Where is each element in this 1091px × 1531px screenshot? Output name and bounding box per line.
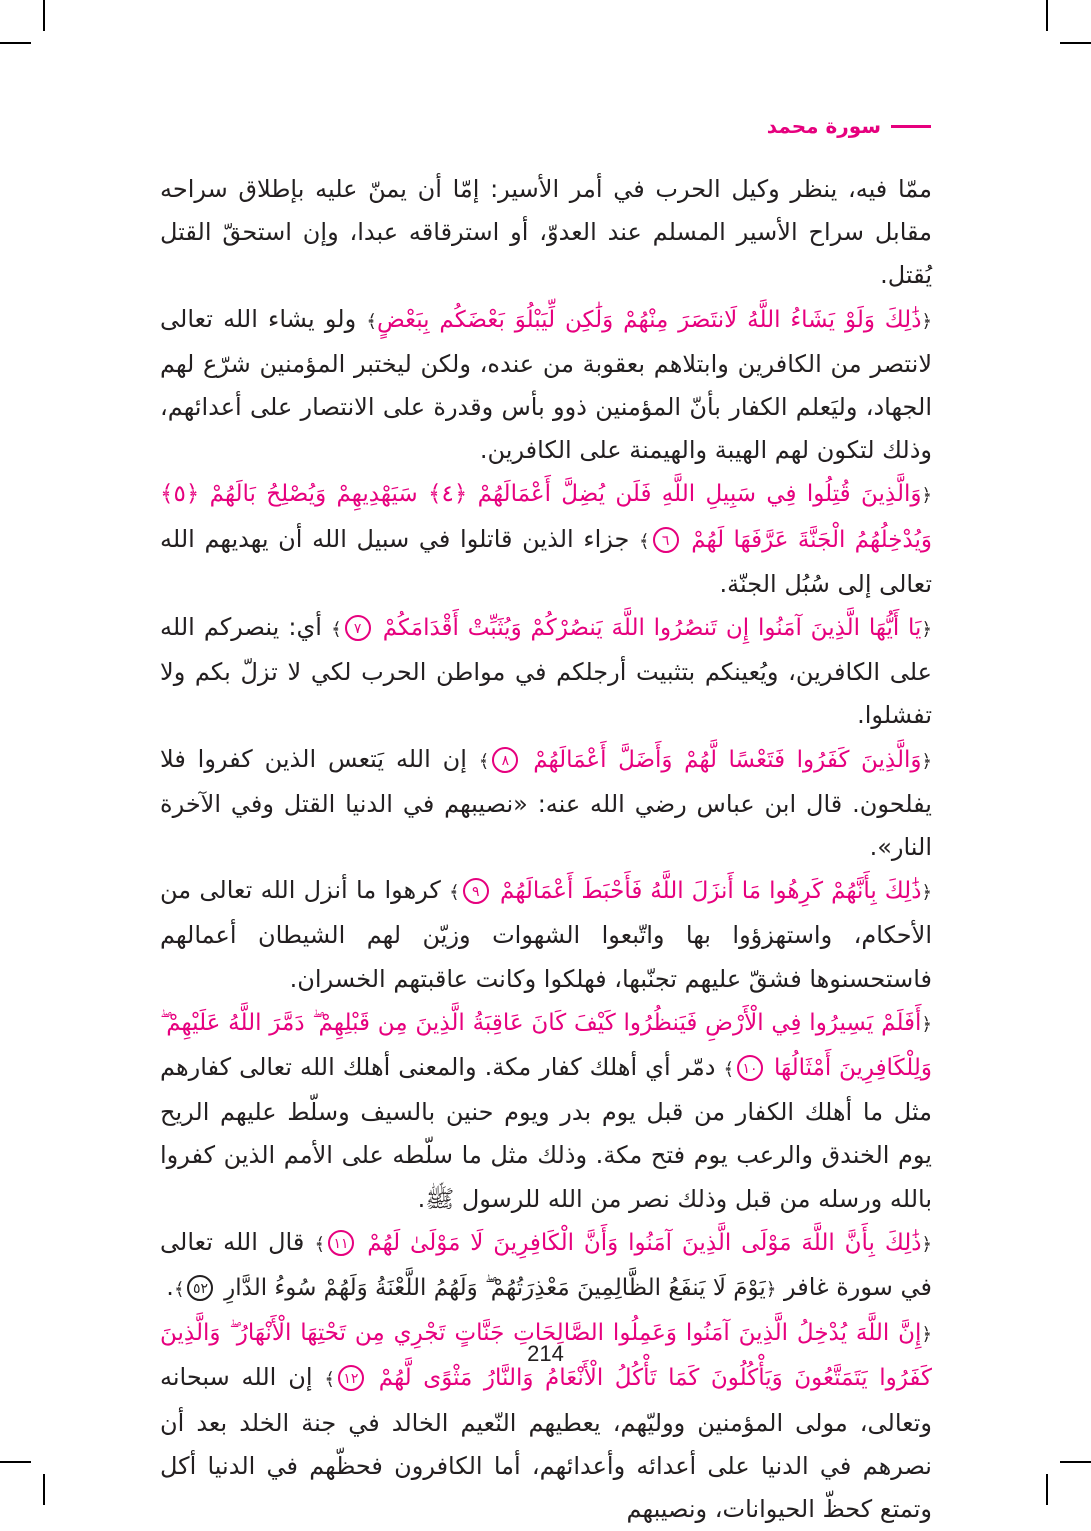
- close-bracket: ﴾: [314, 1233, 326, 1255]
- ayah-number-marker: ١٠: [737, 1055, 763, 1081]
- paragraph: [160, 738, 932, 870]
- header-rule: [891, 125, 931, 128]
- paragraph: [160, 298, 932, 473]
- close-bracket: ﴾: [173, 1279, 185, 1301]
- quran-verse: ذَٰلِكَ بِأَنَّهُمْ كَرِهُوا مَا أَنزَلَ اللَّهُ فَأَحْبَطَ أَعْمَالَهُمْ: [500, 878, 922, 905]
- close-bracket: ﴾: [449, 882, 460, 904]
- quran-verse: وَالَّذِينَ قُتِلُوا فِي سَبِيلِ اللَّهِ فَلَن يُضِلَّ أَعْمَالَهُمْ ﴿٤﴾ سَيَهْدِيهِمْ وَيُصْلِحُ بَالَهُمْ ﴿٥﴾ وَيُدْخِلُهُمُ الْجَنَّةَ عَرَّفَهَا لَهُمْ: [160, 481, 932, 553]
- surah-title: سورة محمد: [766, 114, 881, 138]
- open-bracket: ﴿: [921, 1233, 932, 1255]
- ayah-number-marker: ١٢: [338, 1365, 364, 1391]
- ayah-number-marker: ١١: [328, 1230, 354, 1256]
- quran-verse: وَالَّذِينَ كَفَرُوا فَتَعْسًا لَّهُمْ وَأَضَلَّ أَعْمَالَهُمْ: [533, 746, 922, 773]
- open-bracket: ﴿: [921, 485, 932, 507]
- open-bracket: ﴿: [921, 750, 932, 772]
- paragraph: [160, 869, 932, 1001]
- paragraph: [160, 1221, 932, 1311]
- open-bracket: ﴿: [921, 310, 932, 332]
- close-bracket: ﴾: [639, 530, 650, 552]
- paragraph-text: كرهوا ما أنزل الله تعالى من الأحكام، واستهزؤوا بها واتّبعوا الشهوات وزيّن لهم الشيطان أعمالهم فاستحسنوها فشقّ عليهم تجنّبها، فهلكوا وكانت عاقبتهم الخسران.: [160, 876, 932, 993]
- open-bracket: ﴿: [921, 1324, 932, 1346]
- page-number: 214: [527, 1341, 564, 1366]
- quran-verse: إِنَّ اللَّهَ يُدْخِلُ الَّذِينَ آمَنُوا وَعَمِلُوا الصَّالِحَاتِ جَنَّاتٍ تَجْرِي مِن تَحْتِهَا الْأَنْهَارُ ۖ وَالَّذِينَ كَفَرُوا يَتَمَتَّعُونَ وَيَأْكُلُونَ كَمَا تَأْكُلُ الْأَنْعَامُ وَالنَّارُ مَثْوًى لَّهُمْ: [160, 1320, 933, 1392]
- paragraph: [160, 606, 932, 738]
- crop-mark-top-right-v: [1046, 0, 1048, 31]
- crop-mark-bottom-right-h: [1060, 1461, 1091, 1463]
- paragraph-text: ممّا فيه، ينظر وكيل الحرب في أمر الأسير: إمّا أن يمنّ عليه بإطلاق سراحه مقابل سراح الأسير المسلم عند العدوّ، أو استرقاقه عبدا، وإن استحقّ القتل يُقتل.: [160, 175, 932, 290]
- ayah-number-marker: ٦: [653, 527, 679, 553]
- open-bracket: ﴿: [765, 1279, 777, 1301]
- ayah-number-marker: ٧: [345, 615, 371, 641]
- ayah-number-marker: ٩: [463, 878, 489, 904]
- crop-mark-bottom-left-v: [43, 1474, 45, 1505]
- paragraph-text: إن الله سبحانه وتعالى، مولى المؤمنين ووليّهم، يعطيهم النّعيم الخالد في جنة الخلد بعد أن نصرهم في الدنيا على أعدائه وأعدائهم، أما الكافرون فحظّهم في الدنيا أكل وتمتع كحظّ الحيوانات، ونصيبهم: [160, 1363, 932, 1524]
- quran-verse: يَا أَيُّهَا الَّذِينَ آمَنُوا إِن تَنصُرُوا اللَّهَ يَنصُرْكُمْ وَيُثَبِّتْ أَقْدَامَكُمْ: [382, 615, 922, 642]
- paragraph-text: جزاء الذين قاتلوا في سبيل الله أن يهديهم الله تعالى إلى سُبُل الجنّة.: [160, 524, 932, 598]
- paragraph-text: .: [166, 1273, 174, 1302]
- paragraph-text: قال الله تعالى في سورة غافر: [160, 1227, 932, 1302]
- running-header: [767, 114, 931, 138]
- close-bracket: ﴾: [366, 310, 377, 332]
- quran-verse: ذَٰلِكَ بِأَنَّ اللَّهَ مَوْلَى الَّذِينَ آمَنُوا وَأَنَّ الْكَافِرِينَ لَا مَوْلَىٰ لَهُمْ: [367, 1229, 922, 1256]
- open-bracket: ﴿: [921, 1013, 932, 1035]
- ayah-number-marker: ٨: [492, 747, 518, 773]
- page-body: [160, 168, 932, 1531]
- ayah-number-marker: ٥٢: [187, 1275, 213, 1301]
- open-bracket: ﴿: [921, 619, 933, 641]
- paragraph-text: إن الله يَتعس الذين كفروا فلا يفلحون. قال ابن عباس رضي الله عنه: «نصيبهم في الدنيا القتل وفي الآخرة النار».: [160, 744, 932, 862]
- crop-mark-bottom-left-h: [0, 1461, 31, 1463]
- crop-mark-top-right-h: [1060, 42, 1091, 44]
- quran-verse: ذَٰلِكَ وَلَوْ يَشَاءُ اللَّهُ لَانتَصَرَ مِنْهُمْ وَلَٰكِن لِّيَبْلُوَ بَعْضَكُم بِبَعْضٍ: [376, 306, 922, 333]
- close-bracket: ﴾: [331, 619, 342, 641]
- crop-mark-top-left-v: [43, 0, 45, 31]
- paragraph: [160, 472, 932, 606]
- open-bracket: ﴿: [921, 882, 932, 904]
- crop-mark-bottom-right-v: [1046, 1474, 1048, 1505]
- close-bracket: ﴾: [723, 1059, 734, 1081]
- paragraph-text: أي: ينصركم الله على الكافرين، ويُعينكم بتثبيت أرجلكم في مواطن الحرب لكي لا تزلّ بكم ولا تفشلوا.: [160, 613, 932, 730]
- close-bracket: ﴾: [478, 750, 490, 772]
- quran-verse: أَفَلَمْ يَسِيرُوا فِي الْأَرْضِ فَيَنظُرُوا كَيْفَ كَانَ عَاقِبَةُ الَّذِينَ مِن قَبْلِهِمْ ۖ دَمَّرَ اللَّهُ عَلَيْهِمْ ۖ وَلِلْكَافِرِينَ أَمْثَالُهَا: [160, 1009, 932, 1082]
- crop-mark-top-left-h: [0, 42, 31, 44]
- paragraph-text: دمّر أي أهلك كفار مكة. والمعنى أهلك الله تعالى كفارهم مثل ما أهلك الكفار من قبل يوم بدر ويوم حنين بالسيف وسلّط عليهم الريح يوم الخندق والرعب يوم فتح مكة. وذلك مثل ما سلّطه على الأمم الذين كفروا بالله ورسله من قبل وذلك نصر من الله للرسول ﷺ.: [160, 1053, 932, 1213]
- close-bracket: ﴾: [324, 1369, 335, 1391]
- paragraph: [160, 1001, 932, 1221]
- paragraph: [160, 168, 932, 298]
- quran-verse-cited: يَوْمَ لَا يَنفَعُ الظَّالِمِينَ مَعْذِرَتُهُمْ ۖ وَلَهُمُ اللَّعْنَةُ وَلَهُمْ سُوءُ الدَّارِ: [224, 1275, 766, 1302]
- paragraph-text: ولو يشاء الله تعالى لانتصر من الكافرين وابتلاهم بعقوبة من عنده، ولكن ليختبر المؤمنين شرّع لهم الجهاد، وليَعلم الكفار بأنّ المؤمنين ذوو بأس وقدرة على الانتصار على أعدائهم، وذلك لتكون لهم الهيبة والهيمنة على الكافرين.: [160, 304, 932, 465]
